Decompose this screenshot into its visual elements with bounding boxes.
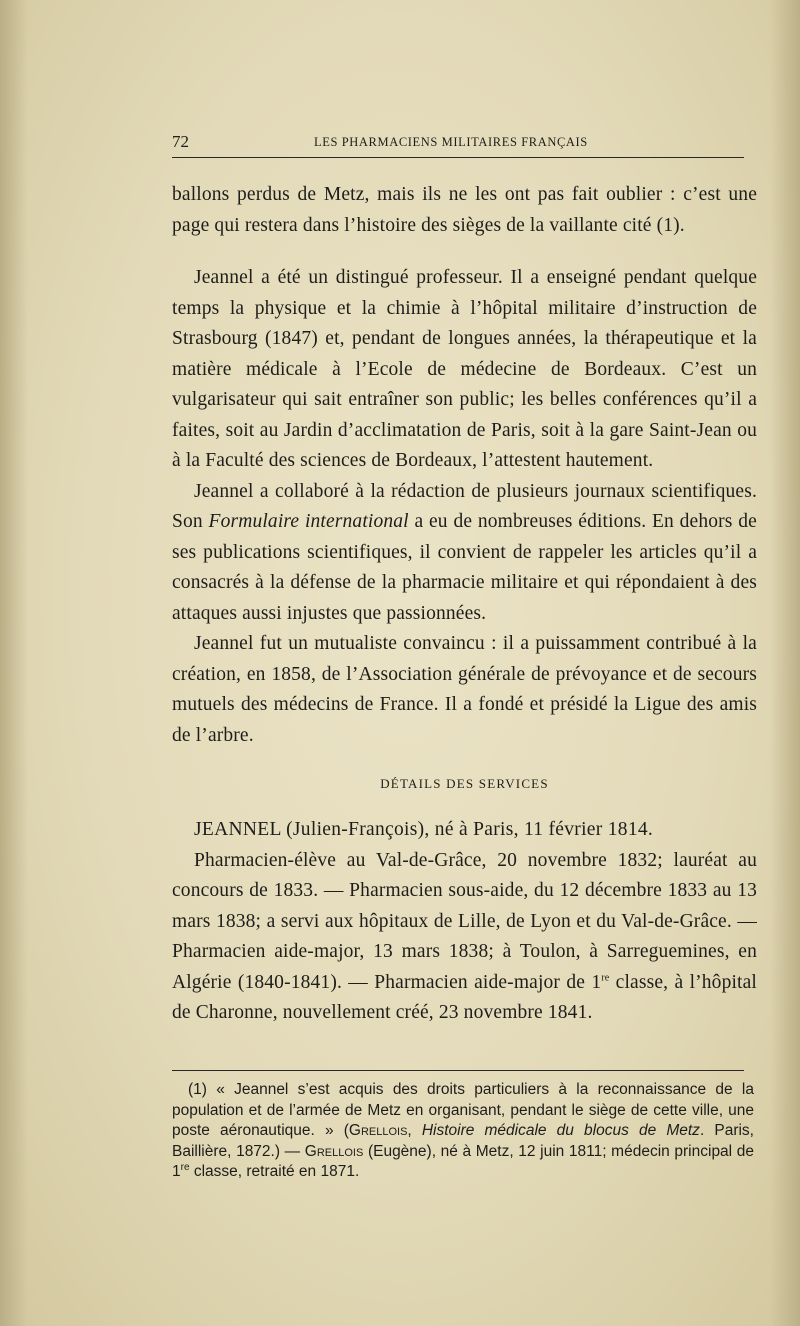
paragraph-3 <box>172 477 757 630</box>
footnote-text-2: , <box>407 1122 422 1139</box>
footnote <box>172 1080 754 1183</box>
header-rule <box>172 157 744 158</box>
footnote-text-3: . Paris, Baillière, 1872.) — <box>172 1122 754 1160</box>
paragraph-4: Jeannel fut un mutualiste convaincu : il a puissamment contribué à la création, en 1858, de l’Association générale de prévoyance et de secours mutuels des médecins de France. Il a fondé et présidé la Ligue des amis de l’arbre. <box>172 633 757 746</box>
footnote-text-1: « Jeannel s’est acquis des droits particuliers à la reconnaissance de la population et de l’armée de Metz en organisant, pendant le siège de cette ville, une poste aéronautique. » ( <box>172 1081 754 1139</box>
footnote-author-1: Grellois <box>348 1122 408 1139</box>
page-right-shadow <box>770 0 800 1326</box>
page-number: 72 <box>172 132 189 151</box>
paragraph-3-text-a: Jeannel a collaboré à la rédaction de plusieurs journaux scientifiques. Son <box>172 480 757 532</box>
page-left-shadow <box>0 0 28 1326</box>
section-heading: DÉTAILS DES SERVICES <box>380 776 549 791</box>
page-header <box>172 132 744 154</box>
details-name-line: JEANNEL (Julien-François), né à Paris, 11 février 1814. <box>194 819 654 840</box>
details-superscript: re <box>601 972 610 983</box>
paragraph-3-text-b: a eu de nombreuses éditions. En dehors de ses publications scientifiques, il convient de rappeler les articles qu’il a consacrés à la défense de la pharmacie militaire et qui répondaient à des attaques aussi injustes que passionnées. <box>172 511 757 624</box>
details-services <box>172 846 757 1029</box>
footnote-superscript: re <box>180 1161 190 1173</box>
footnote-text-5: classe, retraité en 1871. <box>189 1163 360 1180</box>
footnote-marker: (1) <box>188 1081 207 1098</box>
paragraph-2: Jeannel a été un distingué professeur. Il a enseigné pendant quelque temps la physique et la chimie à l’hôpital militaire d’instruction de Strasbourg (1847) et, pendant de longues années, la thérapeutique et la matière médicale à l’Ecole de médecine de Bordeaux. C’est un vulgarisateur qui sait entraîner son public; les belles conférences qu’il a faites, soit au Jardin d’acclimatation de Paris, soit à la gare Saint-Jean ou à la Faculté des sciences de Bordeaux, l’attestent hautement. <box>172 267 757 471</box>
footnote-book-title: Histoire médicale du blocus de Metz <box>421 1122 700 1139</box>
footnote-rule <box>172 1070 744 1071</box>
details-text-b: classe, à l’hôpital de Charonne, nouvellement créé, 23 novembre 1841. <box>172 971 757 1023</box>
footnote-author-2: Grellois <box>304 1142 364 1160</box>
formulaire-title: Formulaire international <box>208 511 409 532</box>
running-title: LES PHARMACIENS MILITAIRES FRANÇAIS <box>314 135 588 149</box>
main-text <box>172 180 757 1029</box>
details-text-a: Pharmacien-élève au Val-de-Grâce, 20 novembre 1832; lauréat au concours de 1833. — Pharmacien sous-aide, du 12 décembre 1833 au 13 mars 1838; a servi aux hôpitaux de Lille, de Lyon et du Val-de-Grâce. — Pharmacien aide-major, 13 mars 1838; à Toulon, à Sarreguemines, en Algérie (1840-1841). — Pharmacien aide-major de 1 <box>172 849 757 993</box>
footnote-text-4: (Eugène), né à Metz, 12 juin 1811; médecin principal de 1 <box>172 1142 754 1180</box>
paragraph-1: ballons perdus de Metz, mais ils ne les ont pas fait oublier : c’est une page qui restera dans l’histoire des sièges de la vaillante cité (1). <box>172 184 757 236</box>
